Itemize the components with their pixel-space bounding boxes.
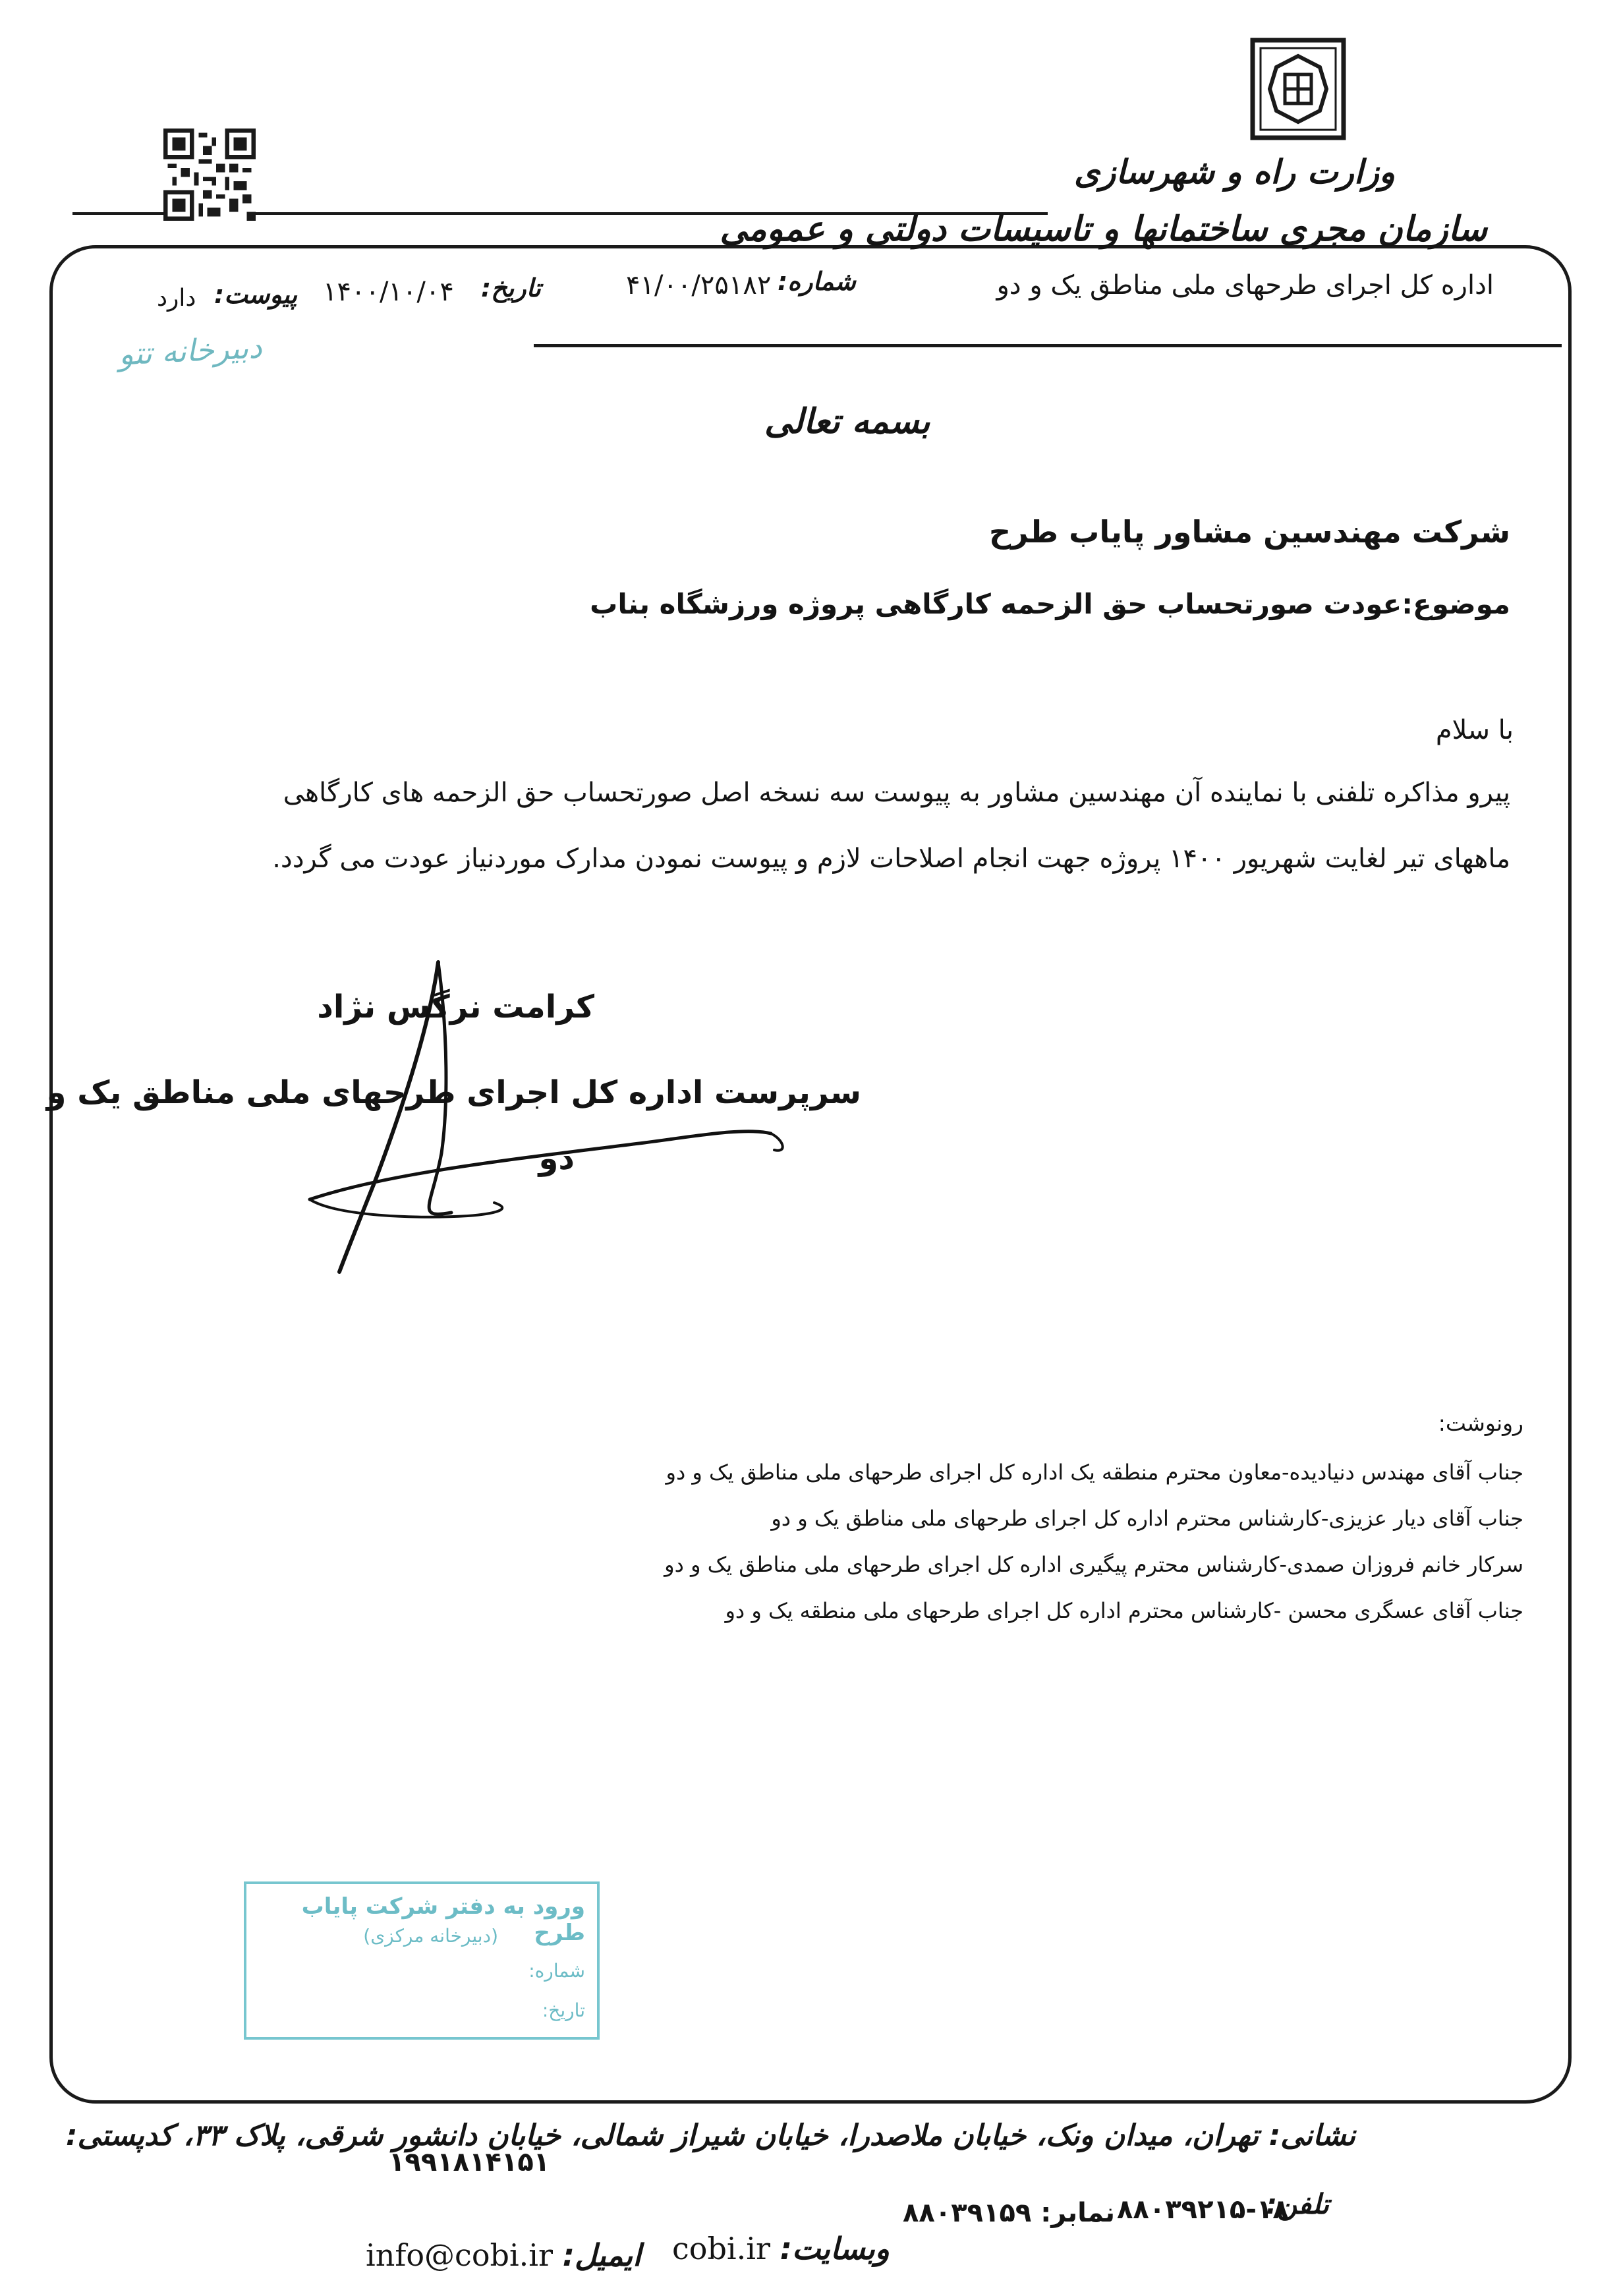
basmala-heading: بسمه تعالی (764, 402, 930, 442)
greeting: با سلام (1435, 715, 1514, 745)
footer-phone-label: تلفن: (1266, 2188, 1329, 2220)
footer-address: نشانی: تهران، میدان ونک، خیابان ملاصدرا، خیابان شیراز شمالی، خیابان دانشور شرقی، پلاک ۳۳، کدپستی: (65, 2119, 1355, 2152)
stamp-date-label: تاریخ: (542, 1999, 585, 2021)
footer-website-value: cobi.ir (672, 2231, 770, 2266)
meta-rule (534, 344, 1562, 347)
stamp-title: ورود به دفتر شرکت پایاب طرح (301, 1893, 585, 1946)
body-paragraph-line-2: ماههای تیر لغایت شهریور ۱۴۰۰ پروژه جهت انجام اصلاحات لازم و پیوست نمودن مدارک موردنیاز عودت می گردد. (272, 844, 1510, 874)
department-name: اداره کل اجرای طرحهای ملی مناطق یک و دو (996, 270, 1494, 301)
footer-phone-value: ۸۸۰۳۹۲۱۵-۱۸ (1117, 2195, 1289, 2225)
body-paragraph-line-1: پیرو مذاکره تلفنی با نماینده آن مهندسین مشاور به پیوست سه نسخه اصل صورتحساب حق الزحمه های کارگاهی (283, 778, 1510, 808)
footer-website (672, 2231, 890, 2266)
date-label: تاریخ: (481, 273, 541, 302)
stamp-number-label: شماره: (528, 1960, 585, 1982)
footer-email (366, 2237, 641, 2273)
cc-item: جناب آقای دیار عزیزی-کارشناس محترم اداره کل اجرای طرحهای ملی مناطق یک و دو (771, 1506, 1523, 1531)
cc-item: جناب آقای مهندس دنیادیده-معاون محترم منطقه یک اداره کل اجرای طرحهای ملی مناطق یک و دو (666, 1460, 1523, 1485)
footer-fax (903, 2198, 1115, 2228)
letter-date: ۱۴۰۰/۱۰/۰۴ (323, 277, 454, 307)
footer-fax-value: ۸۸۰۳۹۱۵۹ (903, 2198, 1032, 2228)
cc-item: جناب آقای عسگری محسن -کارشناس محترم اداره کل اجرای طرحهای ملی منطقه یک و دو (725, 1598, 1523, 1623)
signer-title-continued: دو (538, 1140, 575, 1177)
receipt-stamp (244, 1881, 600, 2040)
qr-code-icon (163, 129, 256, 221)
footer-email-value: info@cobi.ir (366, 2237, 553, 2273)
footer-website-label: وبسایت: (780, 2231, 890, 2266)
attachment-value: دارد (157, 285, 196, 312)
handwritten-signature (297, 956, 797, 1298)
attachment-label: پیوست: (214, 280, 298, 309)
ministry-name: وزارت راه و شهرسازی (1074, 153, 1395, 191)
handwritten-note: دبیرخانه تتو (117, 329, 263, 372)
organization-name: سازمان مجری ساختمانها و تاسیسات دولتی و عمومی (720, 210, 1487, 249)
signer-name: کرامت نرگس نژاد (317, 989, 594, 1025)
stamp-subtitle: (دبیرخانه مرکزی) (363, 1925, 498, 1947)
footer-postal-code: ۱۹۹۱۸۱۴۱۵۱ (389, 2147, 550, 2177)
subject-line: موضوع:عودت صورتحساب حق الزحمه کارگاهی پروژه ورزشگاه بناب (590, 588, 1510, 620)
footer-email-label: ایمیل: (562, 2237, 641, 2273)
cc-label: رونوشت: (1438, 1410, 1523, 1436)
footer-fax-label: نمابر: (1040, 2198, 1116, 2228)
letter-number: ۴۱/۰۰/۲۵۱۸۲ (626, 270, 772, 301)
ministry-logo (1249, 36, 1348, 142)
signer-title: سرپرست اداره کل اجرای طرحهای ملی مناطق یک و (46, 1074, 861, 1111)
recipient: شرکت مهندسین مشاور پایاب طرح (988, 514, 1510, 550)
number-label: شماره: (778, 267, 856, 296)
cc-item: سرکار خانم فروزان صمدی-کارشناس محترم پیگیری اداره کل اجرای طرحهای ملی مناطق یک و دو (664, 1552, 1523, 1577)
